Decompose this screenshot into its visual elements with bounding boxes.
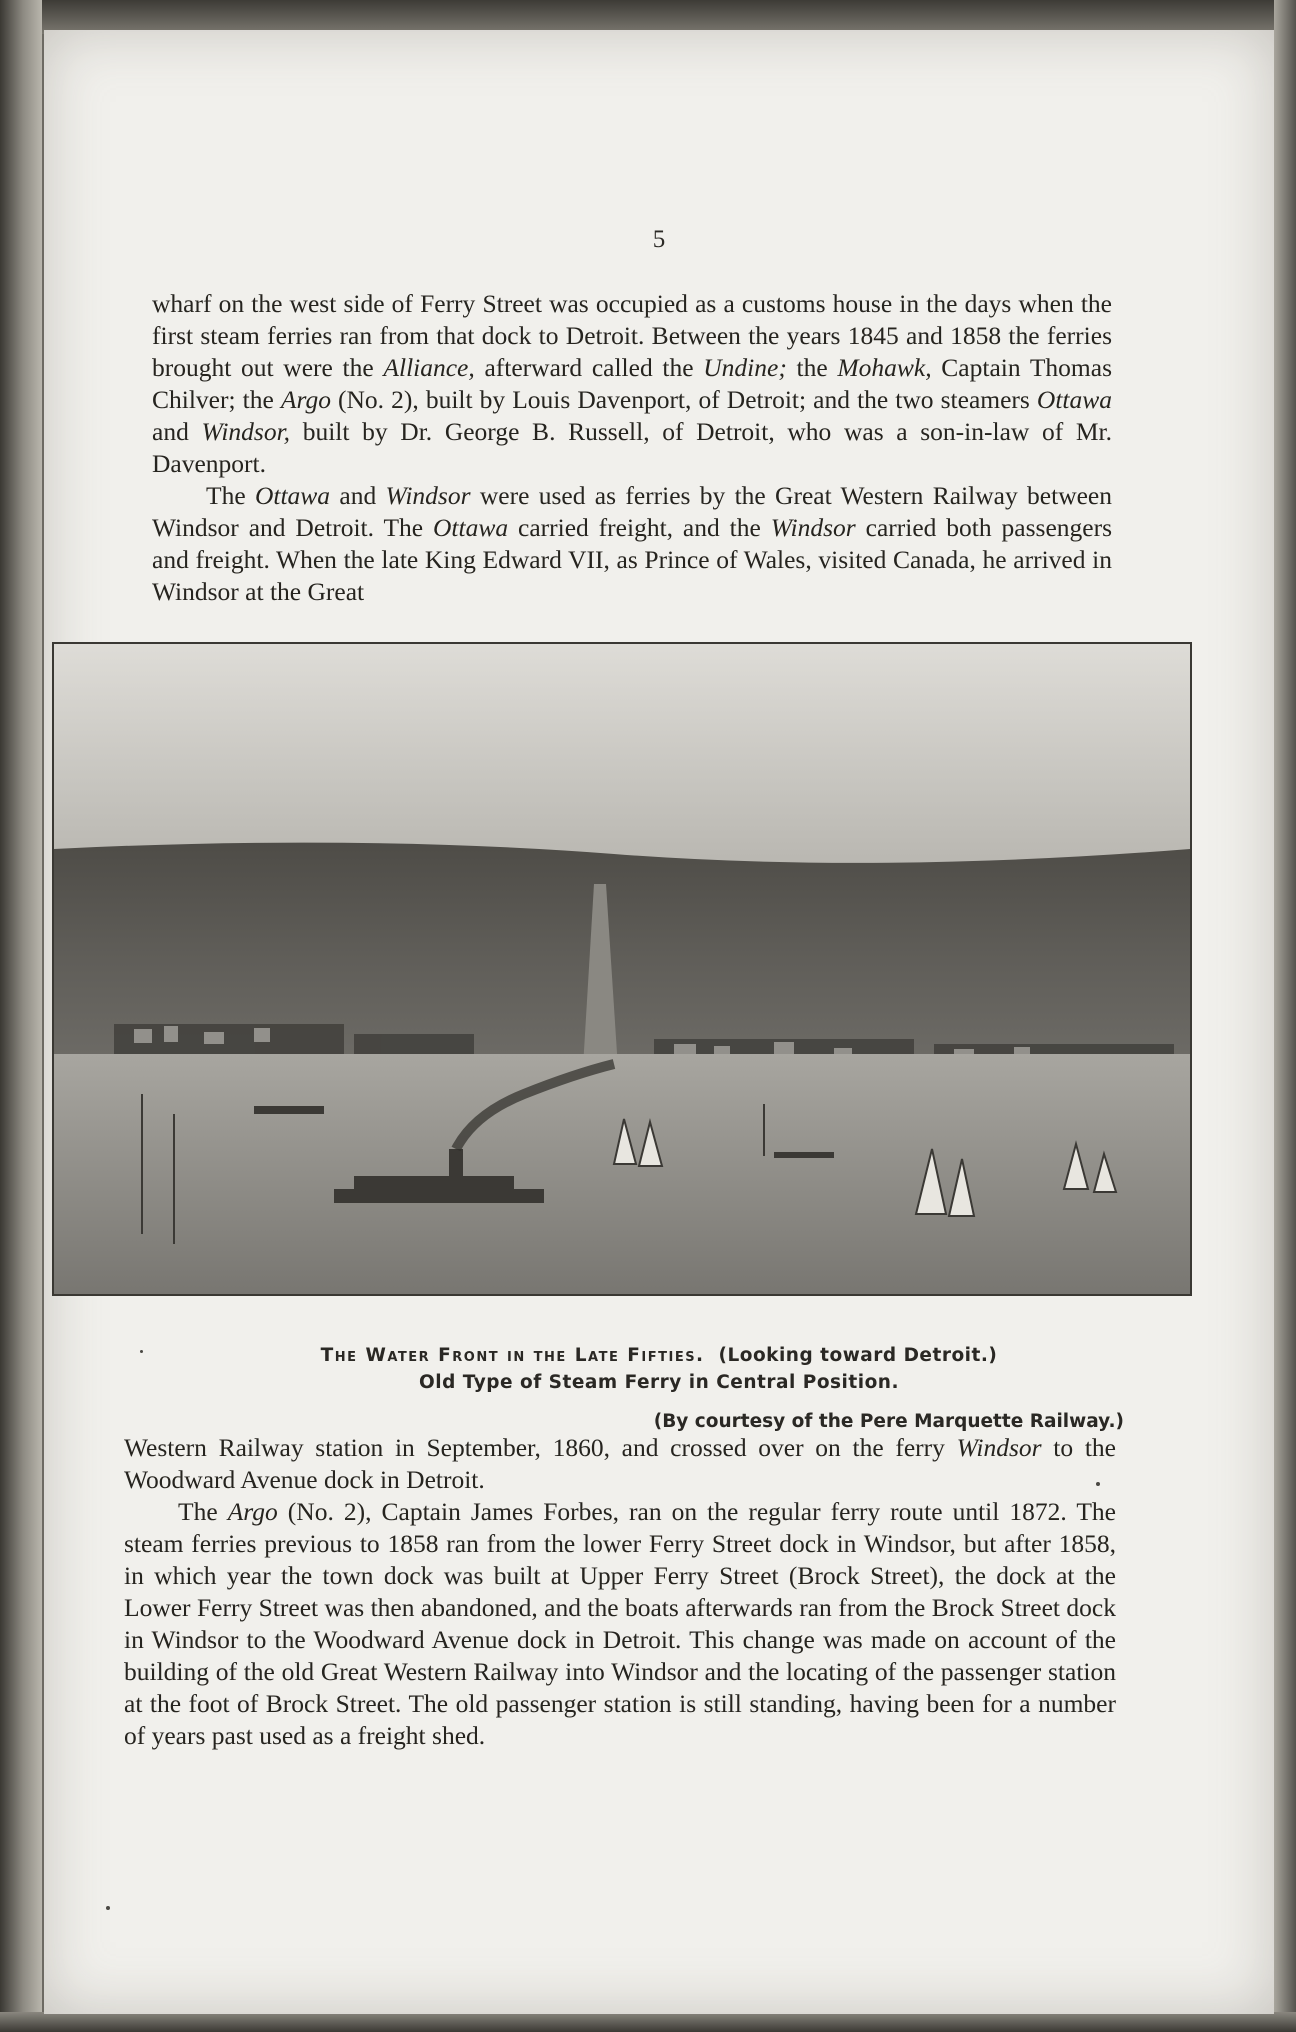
scan-border-right [1274, 0, 1296, 2032]
italic-text: Windsor [385, 481, 471, 510]
paragraph [152, 480, 1112, 608]
waterfront-illustration [54, 644, 1190, 1294]
caption-line-2: Old Type of Steam Ferry in Central Position. [419, 1372, 899, 1393]
print-speck [140, 1350, 143, 1353]
print-speck [106, 1906, 110, 1910]
paragraph [124, 1496, 1116, 1752]
caption-line-1 [44, 1342, 1274, 1369]
text-run: Captain Thomas Chilver; the [152, 353, 1112, 414]
italic-text: Windsor [770, 513, 856, 542]
text-run: to the Woodward Avenue dock in Detroit. [124, 1433, 1116, 1494]
text-run: Western Railway station in September, 1860, and crossed over on the ferry [124, 1433, 957, 1462]
figure-caption [44, 1342, 1274, 1396]
text-run: the [786, 353, 838, 382]
caption-credit: (By courtesy of the Pere Marquette Railway.) [653, 1411, 1124, 1432]
italic-text: Ottawa [433, 513, 509, 542]
text-run: and [330, 481, 386, 510]
italic-text: Ottawa [1036, 385, 1113, 414]
italic-text: Ottawa [254, 481, 331, 510]
paragraph [152, 288, 1112, 480]
text-run: were used as ferries by the Great Western Railway between Windsor and Detroit. The [152, 481, 1112, 542]
print-speck [1096, 1482, 1100, 1486]
italic-text: Alliance, [383, 353, 475, 382]
book-page [44, 30, 1274, 2014]
text-run: wharf on the west side of Ferry Street was occupied as a customs house in the days when the first steam ferries ran from that dock to Detroit. Between the years 1845 and 1858 the ferries brought out were the [152, 289, 1112, 382]
scan-border-left [0, 0, 42, 2032]
italic-text: Mohawk, [837, 353, 932, 382]
body-text-bottom [124, 1432, 1116, 1752]
page-number: 5 [652, 226, 666, 253]
text-run: (No. 2), built by Louis Davenport, of Detroit; and the two steamers [330, 385, 1037, 414]
text-run: built by Dr. George B. Russell, of Detroit, who was a son-in-law of Mr. Davenport. [152, 417, 1112, 478]
caption-parenthetical: (Looking toward Detroit.) [718, 1345, 998, 1366]
text-run: (No. 2), Captain James Forbes, ran on the regular ferry route until 1872. The steam ferries previous to 1858 ran from the lower Ferry Street dock in Windsor, but after 1858, in which year the town dock was built at Upper Ferry Street (Brock Street), the dock at the Lower Ferry Street was then abandoned, and the boats afterwards ran from the Brock Street dock in Windsor to the Woodward Avenue dock in Detroit. This change was made on account of the building of the old Great Western Railway into Windsor and the locating of the passenger station at the foot of Brock Street. The old passenger station is still standing, having been for a number of years past used as a freight shed. [124, 1497, 1116, 1750]
caption-title: The Water Front in the Late Fifties. [320, 1345, 705, 1366]
body-text-top [152, 288, 1112, 608]
text-run: afterward called the [474, 353, 704, 382]
text-run: The [206, 481, 255, 510]
text-run: carried freight, and the [508, 513, 771, 542]
scan-border-top [0, 0, 1296, 34]
paragraph [124, 1432, 1116, 1496]
waterfront-engraving [52, 642, 1192, 1296]
italic-text: Argo [227, 1497, 278, 1526]
italic-text: Argo [280, 385, 331, 414]
text-run: and [152, 417, 202, 446]
scan-border-bottom [0, 2012, 1296, 2032]
text-run: carried both passengers and freight. When the late King Edward VII, as Prince of Wales, visited Canada, he arrived in Windsor at the Great [152, 513, 1113, 606]
italic-text: Undine; [703, 353, 787, 382]
italic-text: Windsor, [201, 417, 291, 446]
text-run: The [178, 1497, 228, 1526]
italic-text: Windsor [956, 1433, 1042, 1462]
